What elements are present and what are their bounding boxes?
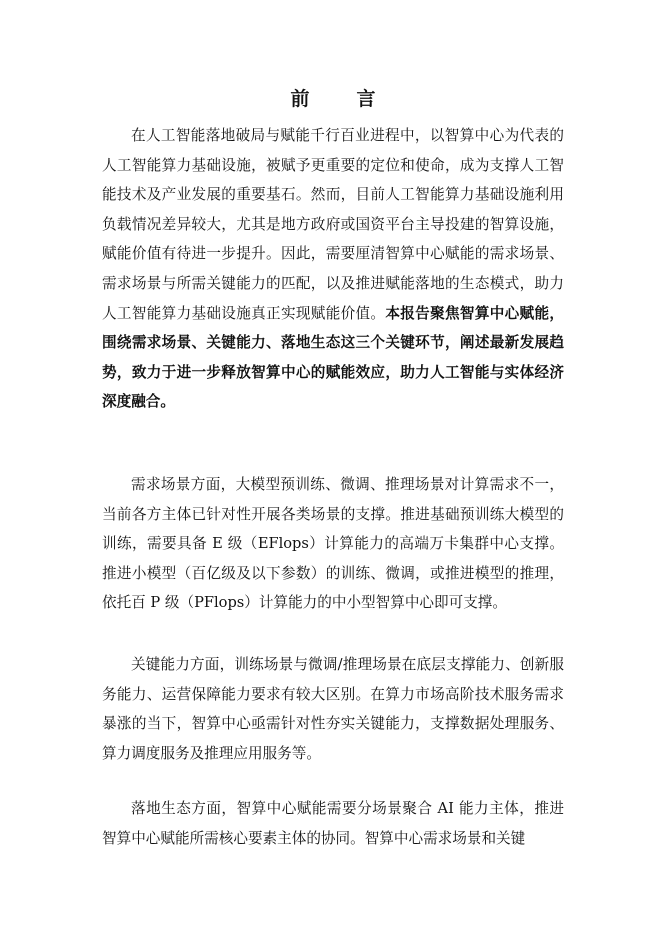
paragraph-ecosystem: 落地生态方面，智算中心赋能需要分场景聚合 AI 能力主体，推进智算中心赋能所需核心要素主体的协同。智算中心需求场景和关键: [102, 800, 564, 847]
paragraph-demand-scenarios: 需求场景方面，大模型预训练、微调、推理场景对计算需求不一，当前各方主体已针对性开展各类场景的支撑。推进基础预训练大模型的训练，需要具备 E 级（EFlops）计算能力的高端万卡集群中心支撑。推进小模型（百亿级及以下参数）的训练、微调，或推进模型的推理，依托百 P 级（PFlops）计算能力的中小型智算中心即可支撑。: [102, 476, 564, 612]
paragraph-intro-text: 在人工智能落地破局与赋能千行百业进程中，以智算中心为代表的人工智能算力基础设施，被赋予更重要的定位和使命，成为支撑人工智能技术及产业发展的重要基石。然而，目前人工智能算力基础设施利用负载情况差异较大，尤其是地方政府或国资平台主导投建的智算设施，赋能价值有待进一步提升。因此，需要厘清智算中心赋能的需求场景、需求场景与所需关键能力的匹配，以及推进赋能落地的生态模式，助力人工智能算力基础设施真正实现赋能价值。: [102, 127, 564, 322]
paragraph-intro: [102, 121, 564, 417]
page-title: 前 言: [290, 88, 390, 110]
paragraph-key-capabilities: 关键能力方面，训练场景与微调/推理场景在底层支撑能力、创新服务能力、运营保障能力要求有较大区别。在算力市场高阶技术服务需求暴涨的当下，智算中心亟需针对性夯实关键能力，支撑数据处理服务、算力调度服务及推理应用服务等。: [102, 656, 564, 762]
paragraph-intro-bold-text: 本报告聚焦智算中心赋能，围绕需求场景、关键能力、落地生态这三个关键环节，阐述最新发展趋势，致力于进一步释放智算中心的赋能效应，助力人工智能与实体经济深度融合。: [102, 304, 564, 411]
